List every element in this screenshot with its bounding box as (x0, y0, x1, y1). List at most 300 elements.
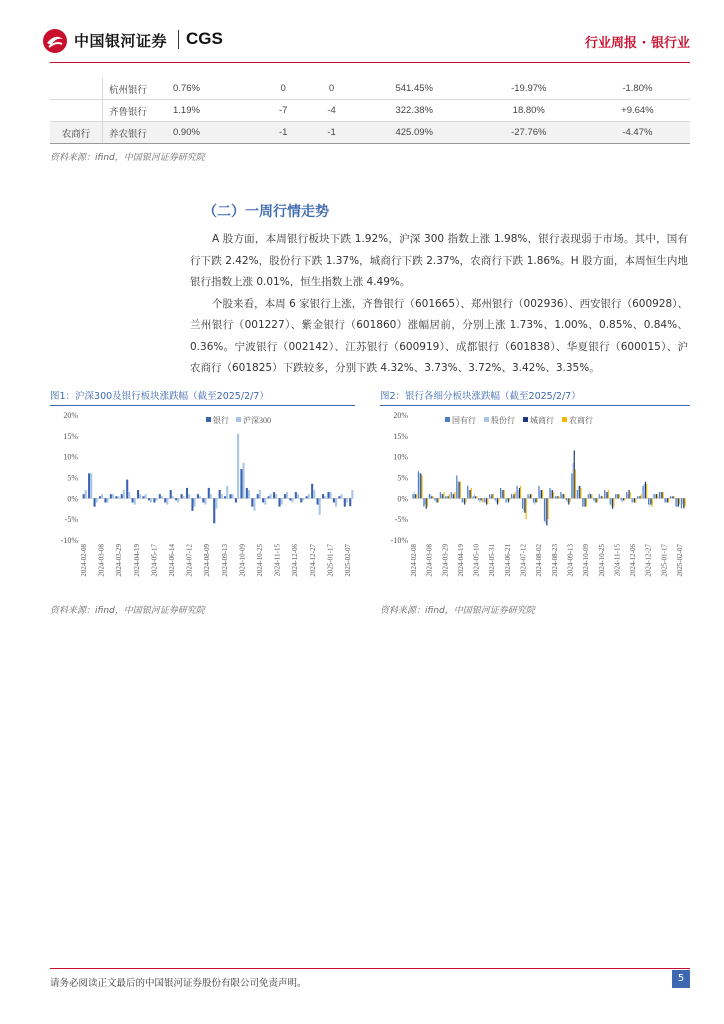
bar (164, 498, 166, 502)
bar (677, 498, 678, 506)
bar (602, 496, 603, 498)
bar (313, 490, 315, 498)
y-tick-label: 0% (397, 494, 408, 504)
bar (465, 498, 466, 502)
bar (589, 492, 590, 498)
bar (506, 498, 507, 502)
x-tick-label: 2024-05-17 (150, 544, 159, 577)
bar (549, 488, 550, 498)
bar (232, 494, 234, 498)
bar (208, 488, 210, 498)
bar (289, 498, 291, 500)
bar (557, 496, 558, 498)
bar (515, 492, 516, 498)
bar (215, 498, 217, 508)
figure2-source-note: 资料来源：ifind，中国银河证券研究院 (380, 606, 535, 616)
x-tick-label: 2024-08-09 (203, 544, 212, 577)
bank-name: 杭州银行 (103, 78, 168, 100)
y-tick-label: 10% (63, 452, 78, 462)
table-cell: -4.47% (585, 122, 690, 144)
bar (286, 492, 288, 498)
bar (159, 494, 161, 498)
bar (251, 498, 253, 506)
company-name-en: CGS (186, 29, 223, 48)
bar (123, 490, 125, 498)
bar (661, 492, 662, 498)
figure2-title: 图2：银行各细分板块涨跌幅（截至2025/2/7） (380, 388, 690, 406)
bar (649, 498, 650, 506)
bar (142, 496, 144, 498)
bar (594, 498, 595, 502)
bar (590, 494, 591, 498)
bar (474, 494, 475, 498)
bar (230, 494, 232, 498)
bar (434, 498, 435, 500)
x-tick-label: 2025-01-17 (660, 544, 669, 577)
bar (604, 490, 605, 498)
bar (446, 496, 447, 498)
bar (655, 494, 656, 498)
section-title: （二）一周行情走势 (203, 204, 329, 220)
bar (616, 494, 617, 498)
bar (567, 498, 568, 502)
bar (668, 498, 669, 502)
bar (538, 486, 539, 499)
legend-swatch (523, 417, 528, 422)
bar (500, 488, 501, 498)
bar (682, 498, 683, 504)
bar (579, 486, 580, 499)
bar (582, 498, 583, 506)
bar (121, 494, 123, 498)
table-cell: 0 (307, 78, 355, 100)
bar (600, 496, 601, 498)
bar (112, 494, 114, 498)
bar (574, 450, 575, 498)
bar (489, 494, 490, 498)
y-tick-label: 15% (63, 431, 78, 441)
bar (104, 498, 106, 502)
bar (435, 498, 436, 502)
bar (139, 494, 141, 498)
bar (522, 498, 523, 508)
bar (246, 488, 248, 498)
bar (420, 473, 421, 498)
bar (639, 496, 640, 498)
bar (607, 492, 608, 498)
bar (308, 494, 310, 498)
bar (322, 494, 324, 498)
bar (624, 498, 625, 500)
bar (297, 494, 299, 498)
bar (235, 498, 237, 502)
x-tick-label: 2024-07-12 (185, 544, 194, 577)
table-row (50, 122, 690, 144)
bar (575, 469, 576, 498)
bar (429, 494, 430, 498)
bar (622, 498, 623, 502)
footer-divider (50, 968, 690, 969)
bar (432, 496, 433, 498)
x-tick-label: 2024-03-08 (97, 544, 106, 577)
bar (495, 498, 496, 500)
figure2-chart (380, 405, 692, 600)
bar (242, 463, 244, 498)
bar (683, 498, 684, 508)
bar (648, 498, 649, 504)
bar (610, 498, 611, 504)
bar (421, 475, 422, 498)
bar (663, 492, 664, 498)
bar (673, 496, 674, 498)
x-tick-label: 2024-06-14 (168, 544, 176, 577)
bar (442, 494, 443, 498)
bar (346, 498, 348, 502)
bar (544, 498, 545, 521)
bar (284, 494, 286, 498)
bar (248, 490, 250, 498)
bar (161, 496, 163, 498)
bar (101, 494, 103, 498)
bar (637, 496, 638, 498)
y-tick-label: -10% (390, 536, 408, 545)
bar (599, 494, 600, 498)
table-cell: 1.19% (167, 100, 259, 122)
bar (540, 490, 541, 498)
bar (555, 496, 556, 498)
bar (635, 498, 636, 502)
bar (560, 492, 561, 498)
bar (641, 494, 642, 498)
bar (618, 494, 619, 498)
table-cell: 0.76% (167, 78, 259, 100)
bar (106, 498, 108, 502)
legend-swatch (445, 417, 450, 422)
bar (281, 498, 283, 504)
y-tick-label: -10% (60, 536, 78, 545)
bar (134, 498, 136, 504)
y-tick-label: 15% (393, 431, 408, 441)
bar (568, 498, 569, 504)
bar (351, 490, 353, 498)
bar (545, 498, 546, 523)
bar (344, 498, 346, 506)
bar (181, 494, 183, 498)
bar (311, 484, 313, 499)
bar (88, 473, 90, 498)
figure1-source-note: 资料来源：ifind，中国银河证券研究院 (50, 606, 205, 616)
bar (526, 498, 527, 519)
bar (153, 498, 155, 502)
x-tick-label: 2024-12-27 (644, 544, 653, 577)
bar (275, 494, 277, 498)
y-tick-label: -5% (64, 515, 78, 525)
table-row (50, 100, 690, 122)
bar (330, 492, 332, 498)
bar (509, 498, 510, 500)
bar (448, 496, 449, 498)
bar (418, 471, 419, 498)
bar (467, 486, 468, 499)
y-tick-label: 0% (67, 494, 78, 504)
x-tick-label: 2024-04-19 (132, 544, 141, 577)
bar (194, 498, 196, 506)
bar (516, 486, 517, 499)
bar (527, 494, 528, 498)
section-body (190, 229, 688, 380)
bank-name: 齐鲁银行 (103, 100, 168, 122)
legend-label: 股份行 (491, 416, 515, 425)
y-tick-label: 20% (393, 411, 408, 420)
table-source-note: 资料来源：ifind，中国银河证券研究院 (50, 153, 205, 163)
x-tick-label: 2024-05-10 (472, 544, 481, 577)
bar (333, 498, 335, 502)
bar (464, 498, 465, 504)
x-tick-label: 2025-02-07 (344, 544, 352, 577)
x-tick-label: 2024-02-08 (80, 544, 88, 577)
bar (486, 498, 487, 504)
bar (117, 496, 119, 498)
bar (430, 494, 431, 498)
bar (202, 498, 204, 502)
bar (240, 469, 242, 498)
bar (459, 482, 460, 499)
bar (462, 498, 463, 502)
bar (513, 494, 514, 498)
bar (646, 484, 647, 499)
legend-swatch (236, 417, 241, 422)
bar (496, 498, 497, 502)
bar (463, 498, 464, 502)
table-cell: 0 (259, 78, 307, 100)
table-cell: -1 (307, 122, 355, 144)
bar (588, 494, 589, 498)
bar (172, 496, 174, 498)
x-tick-label: 2024-11-15 (613, 544, 622, 577)
bar (188, 494, 190, 498)
bar (302, 498, 304, 500)
bar (681, 498, 682, 508)
bar (166, 498, 168, 504)
legend-swatch (562, 417, 567, 422)
bar (191, 498, 193, 511)
bar (440, 492, 441, 498)
bar (479, 498, 480, 502)
bar (613, 498, 614, 506)
bar (110, 494, 112, 498)
bar (452, 494, 453, 498)
bar (237, 434, 239, 499)
table-cell: 425.09% (356, 122, 473, 144)
bar (530, 494, 531, 498)
x-tick-label: 2024-10-09 (238, 544, 247, 577)
disclaimer-note: 请务必阅读正文最后的中国银河证券股份有限公司免责声明。 (50, 978, 307, 989)
logo-separator (178, 30, 179, 49)
bar (533, 498, 534, 502)
bar (628, 490, 629, 498)
bar (453, 494, 454, 498)
x-tick-label: 2024-03-29 (115, 544, 124, 577)
bar (425, 498, 426, 504)
bar (597, 498, 598, 502)
bar (268, 496, 270, 498)
bar (349, 498, 351, 506)
bar (684, 498, 685, 506)
bar (563, 494, 564, 498)
bank-data-table (50, 78, 690, 144)
bar (437, 498, 438, 502)
bar (518, 490, 519, 498)
bar (449, 494, 450, 498)
legend-swatch (484, 417, 489, 422)
x-tick-label: 2024-03-29 (441, 544, 450, 577)
bar (213, 498, 215, 523)
table-cell: -1 (259, 122, 307, 144)
bar (605, 492, 606, 498)
bar (291, 498, 293, 502)
bar (412, 494, 413, 498)
table-cell: -4 (307, 100, 355, 122)
group-label: 农商行 (50, 122, 103, 144)
bar (504, 490, 505, 498)
bar (90, 473, 92, 498)
bar (577, 490, 578, 498)
table-cell: -1.80% (585, 78, 690, 100)
bar (300, 498, 302, 502)
table-cell: +9.64% (585, 100, 690, 122)
bar (536, 498, 537, 502)
bar (306, 496, 308, 498)
bar (501, 490, 502, 498)
table-cell: -19.97% (473, 78, 585, 100)
x-tick-label: 2024-08-23 (550, 544, 559, 577)
table-cell: -7 (259, 100, 307, 122)
bar (671, 496, 672, 498)
bar (414, 492, 415, 498)
bar (183, 496, 185, 498)
bar (583, 498, 584, 506)
bar (524, 498, 525, 513)
bar (454, 492, 455, 498)
bar (96, 498, 98, 502)
bar (652, 498, 653, 506)
table-cell: 0.90% (167, 122, 259, 144)
bar (460, 482, 461, 499)
bar (451, 492, 452, 498)
bar (416, 494, 417, 498)
bar (484, 498, 485, 502)
bar (498, 498, 499, 502)
bar (262, 498, 264, 502)
x-tick-label: 2024-09-13 (566, 544, 575, 577)
bar (457, 482, 458, 499)
bar (204, 498, 206, 504)
bar (670, 496, 671, 498)
x-tick-label: 2024-05-31 (488, 544, 497, 577)
company-name-cn: 中国银河证券 (74, 32, 168, 50)
legend-label: 沪深300 (243, 416, 271, 425)
bar (578, 486, 579, 499)
bar (632, 498, 633, 502)
bar (519, 488, 520, 498)
paragraph-stocks: 个股来看，本周 6 家银行上涨，齐鲁银行（601665）、郑州银行（002936）、西安银行（600928）、兰州银行（001227）、紫金银行（601860）涨幅居前，分别上涨 1.73%、1.00%、0.85%、0.84%、0.36%。宁波银行（002142）、江苏银行（600919）、成都银行（601838）、华夏银行（600015）、沪农商行（601825）下跌较多，分别下跌 4.32%、3.73%、3.72%、3.42%、3.35%。 (190, 297, 688, 374)
bar (83, 494, 85, 498)
bar (253, 498, 255, 511)
bar (596, 498, 597, 502)
bar (438, 498, 439, 502)
legend-label: 国有行 (452, 416, 476, 425)
bar (148, 498, 150, 500)
bar (644, 484, 645, 499)
bar (150, 498, 152, 502)
bar (626, 492, 627, 498)
bar (99, 496, 101, 498)
bar (660, 492, 661, 498)
bar (426, 498, 427, 508)
bar (128, 492, 130, 498)
y-tick-label: -5% (394, 515, 408, 525)
bank-name: 养农银行 (103, 122, 168, 144)
bar (520, 486, 521, 499)
y-tick-label: 5% (397, 473, 408, 483)
bar (612, 498, 613, 508)
bar (507, 498, 508, 500)
bar (678, 498, 679, 506)
bar (197, 494, 199, 498)
bar (278, 498, 280, 506)
bar (666, 498, 667, 502)
bar (145, 494, 147, 498)
x-tick-label: 2025-02-07 (676, 544, 684, 577)
bar (542, 490, 543, 498)
bar (295, 492, 297, 498)
bar (672, 496, 673, 498)
bar (317, 498, 319, 504)
y-tick-label: 5% (67, 473, 78, 483)
bar (552, 490, 553, 498)
bar (645, 482, 646, 499)
bar (630, 492, 631, 498)
bar (115, 496, 117, 498)
x-tick-label: 2024-07-12 (519, 544, 528, 577)
x-tick-label: 2024-11-15 (273, 544, 282, 577)
bar (615, 494, 616, 498)
table-cell: 541.45% (356, 78, 473, 100)
page-number: 5 (672, 970, 690, 988)
bar (270, 494, 272, 498)
bar (572, 463, 573, 498)
bar (591, 494, 592, 498)
legend-swatch (206, 417, 211, 422)
bar (475, 496, 476, 498)
bar (529, 496, 530, 498)
x-tick-label: 2024-12-06 (291, 544, 300, 577)
bar (497, 498, 498, 504)
x-tick-label: 2024-08-02 (535, 544, 544, 577)
bar (585, 498, 586, 506)
bar (481, 498, 482, 500)
bar (340, 494, 342, 498)
bar (634, 498, 635, 502)
y-tick-label: 10% (393, 452, 408, 462)
bar (558, 496, 559, 498)
x-tick-label: 2024-09-13 (220, 544, 229, 577)
bar (551, 490, 552, 498)
table-row (50, 78, 690, 100)
bar (556, 496, 557, 498)
x-tick-label: 2024-06-21 (503, 544, 512, 577)
bar (85, 490, 87, 498)
